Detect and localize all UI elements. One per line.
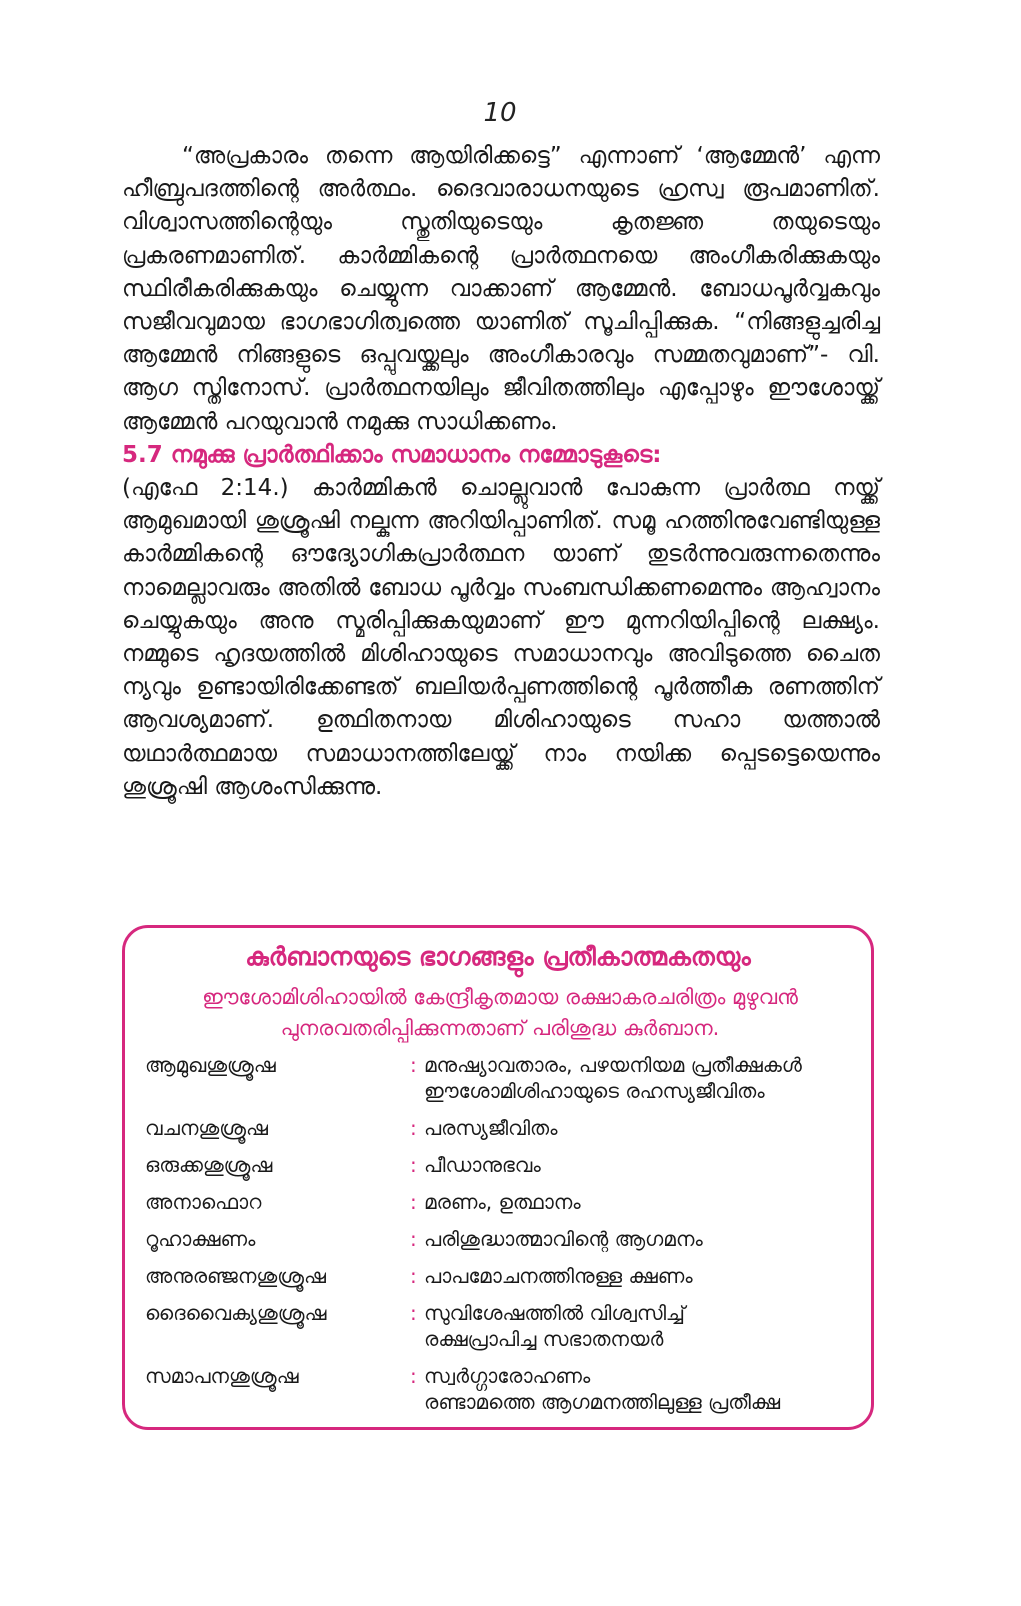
page-number: 10: [483, 98, 517, 128]
part-meaning: [424, 1115, 865, 1141]
colon: :: [410, 1301, 417, 1325]
part-meaning: [424, 1189, 865, 1215]
paragraph-amen: “അപ്രകാരം തന്നെ ആയിരിക്കട്ടെ” എന്നാണ് ‘ആമ്മേൻ’ എന്ന ഹീബ്രുപദത്തിന്റെ അർത്ഥം. ദൈവാരാധനയുടെ ഹ്രസ്വ രൂപമാണിത്. വിശ്വാസത്തിന്റെയും സ്തുതിയുടെയും കൃതജ്ഞ തയുടെയും പ്രകരണമാണിത്. കാർമ്മികന്റെ പ്രാർത്ഥനയെ അംഗീകരിക്കുകയും സ്ഥിരീകരിക്കുകയും ചെയ്യുന്ന വാക്കാണ് ആമ്മേൻ. ബോധപൂർവ്വകവും സജീവവുമായ ഭാഗഭാഗിത്വത്തെ യാണിത് സൂചിപ്പിക്കുക. “നിങ്ങളുച്ചരിച്ച ആമ്മേൻ നിങ്ങളുടെ ഒപ്പുവയ്ക്കലും അംഗീകാരവും സമ്മതവുമാണ്”- വി. ആഗ സ്തിനോസ്. പ്രാർത്ഥനയിലും ജീവിതത്തിലും എപ്പോഴും ഈശോയ്ക്ക് ആമ്മേൻ പറയുവാൻ നമുക്കു സാധിക്കണം.: [122, 143, 880, 435]
meaning-line: രണ്ടാമത്തെ ആഗമനത്തിലുള്ള പ്രതീക്ഷ: [424, 1390, 781, 1414]
table-row: [145, 1363, 865, 1415]
part-meaning: [424, 1363, 865, 1415]
meaning-line: പരസ്യജീവിതം: [424, 1116, 558, 1140]
box-title: കുർബാനയുടെ ഭാഗങ്ങളും പ്രതീകാത്മകതയും: [245, 942, 751, 971]
meaning-line: മരണം, ഉത്ഥാനം: [424, 1190, 581, 1214]
part-meaning: [424, 1226, 865, 1252]
meaning-line: സ്വർഗ്ഗാരോഹണം: [424, 1364, 591, 1388]
colon: :: [410, 1153, 417, 1177]
colon: :: [410, 1116, 417, 1140]
meaning-line: മനുഷ്യാവതാരം, പഴയനിയമ പ്രതീക്ഷകൾ: [424, 1053, 802, 1077]
meaning-line: ഈശോമിശിഹായുടെ രഹസ്യജീവിതം: [424, 1079, 765, 1103]
table-row: [145, 1300, 865, 1352]
meaning-line: പീഡാനുഭവം: [424, 1153, 541, 1177]
part-name: ദൈവൈക്യശുശ്രൂഷ: [145, 1301, 327, 1325]
colon: :: [410, 1053, 417, 1077]
part-name: ഒരുക്കശുശ്രൂഷ: [145, 1153, 273, 1177]
part-name: സമാപനശുശ്രൂഷ: [145, 1364, 299, 1388]
paragraph-peace: (എഫേ 2:14.) കാർമ്മികൻ ചൊല്ലുവാൻ പോകുന്ന പ്രാർത്ഥ നയ്ക്ക് ആമുഖമായി ശുശ്രൂഷി നല്കുന്ന അറിയിപ്പാണിത്. സമൂ ഹത്തിനുവേണ്ടിയുള്ള കാർമ്മികന്റെ ഔദ്യോഗികപ്രാർത്ഥന യാണ് തുടർന്നുവരുന്നതെന്നും നാമെല്ലാവരും അതിൽ ബോധ പൂർവ്വം സംബന്ധിക്കണമെന്നും ആഹ്വാനം ചെയ്യുകയും അനു സ്മരിപ്പിക്കുകയുമാണ് ഈ മുന്നറിയിപ്പിന്റെ ലക്ഷ്യം. നമ്മുടെ ഹൃദയത്തിൽ മിശിഹായുടെ സമാധാനവും അവിടുത്തെ ചൈത ന്യവും ഉണ്ടായിരിക്കേണ്ടത് ബലിയർപ്പണത്തിന്റെ പൂർത്തീക രണത്തിന് ആവശ്യമാണ്. ഉത്ഥിതനായ മിശിഹായുടെ സഹാ യത്താൽ യഥാർത്ഥമായ സമാധാനത്തിലേയ്ക്ക് നാം നയിക്ക പ്പെടട്ടെയെന്നും ശുശ്രൂഷി ആശംസിക്കുന്നു.: [122, 475, 880, 800]
part-name: ആമുഖശുശ്രൂഷ: [145, 1053, 276, 1077]
colon: :: [410, 1364, 417, 1388]
table-row: [145, 1152, 865, 1178]
colon: :: [410, 1190, 417, 1214]
meaning-line: പരിശുദ്ധാത്മാവിന്റെ ആഗമനം: [424, 1227, 703, 1251]
table-row: [145, 1226, 865, 1252]
part-name: റൂഹാക്ഷണം: [145, 1227, 256, 1251]
part-meaning: [424, 1152, 865, 1178]
meaning-line: പാപമോചനത്തിനുള്ള ക്ഷണം: [424, 1264, 693, 1288]
body-text: [122, 140, 880, 804]
section-heading-5-7: 5.7 നമുക്കു പ്രാർത്ഥിക്കാം സമാധാനം നമ്മോടുകൂടെ:: [122, 441, 662, 468]
colon: :: [410, 1264, 417, 1288]
part-name: അനുരഞ്ജനശുശ്രൂഷ: [145, 1264, 326, 1288]
table-row: [145, 1052, 865, 1104]
colon: :: [410, 1227, 417, 1251]
box-subtitle: ഈശോമിശിഹായിൽ കേന്ദ്രീകൃതമായ രക്ഷാകരചരിത്രം മുഴുവൻ പുനരവതരിപ്പിക്കുന്നതാണ് പരിശുദ്ധ കുർബാന.: [202, 985, 798, 1040]
part-name: വചനശുശ്രൂഷ: [145, 1116, 268, 1140]
table-row: [145, 1115, 865, 1141]
part-meaning: [424, 1300, 865, 1352]
part-name: അനാഫൊറ: [145, 1190, 262, 1214]
qurbana-parts-box: [122, 925, 874, 1430]
table-row: [145, 1189, 865, 1215]
part-meaning: [424, 1052, 865, 1104]
parts-table: [145, 1052, 865, 1426]
meaning-line: സുവിശേഷത്തിൽ വിശ്വസിച്ച്: [424, 1301, 685, 1325]
table-row: [145, 1263, 865, 1289]
part-meaning: [424, 1263, 865, 1289]
meaning-line: രക്ഷപ്രാപിച്ച സഭാതനയർ: [424, 1327, 664, 1351]
